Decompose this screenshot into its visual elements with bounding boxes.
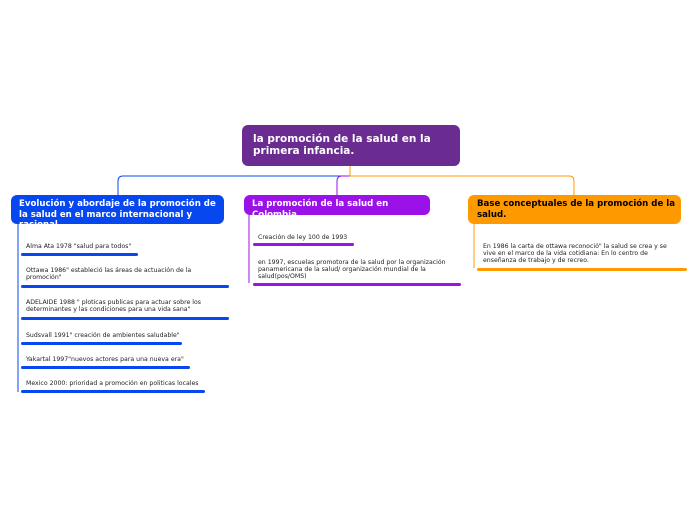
leaf-underline xyxy=(253,283,461,286)
leaf-underline xyxy=(21,285,229,288)
leaf-underline xyxy=(253,243,354,246)
root-topic-label: la promoción de la salud en la primera infancia. xyxy=(253,133,431,157)
root-topic[interactable] xyxy=(242,125,460,166)
branch-evolucion[interactable] xyxy=(11,195,224,230)
branch-colombia-label: La promoción de la salud en Colombia. xyxy=(252,199,389,220)
leaf-escuelas-promotoras[interactable]: en 1997, escuelas promotora de la salud por la organización panamericana de la salud/ organización mundial de la salud(pos/OMS) xyxy=(258,259,446,281)
branch-evolucion-label: Evolución y abordaje de la promoción de la salud en el marco internacional y racional. xyxy=(19,199,216,230)
leaf-underline xyxy=(21,253,138,256)
branch-colombia[interactable] xyxy=(244,195,430,220)
leaf-underline xyxy=(477,268,687,271)
leaf-ley-100[interactable]: Creación de ley 100 de 1993 xyxy=(258,234,348,241)
leaf-underline xyxy=(21,342,182,345)
leaf-underline xyxy=(21,366,190,369)
leaf-underline xyxy=(21,317,229,320)
branch-base-conceptual[interactable] xyxy=(468,195,681,224)
leaf-ottawa[interactable]: Ottawa 1986" estableció las áreas de actuación de la promoción" xyxy=(26,267,192,282)
leaf-underline xyxy=(21,390,205,393)
leaf-alma-ata[interactable]: Alma Ata 1978 "salud para todos" xyxy=(26,243,132,250)
leaf-adelaide[interactable]: ADELAIDE 1988 " ploticas publicas para actuar sobre los determinantes y las condiciones para una vida sana" xyxy=(26,299,201,314)
leaf-mexico[interactable]: Mexico 2000: prioridad a promoción en politicas locales xyxy=(26,380,199,387)
connector-root-to-branch-1 xyxy=(118,166,350,195)
leaf-carta-ottawa[interactable]: En 1986 la carta de ottawa reconoció" la salud se crea y se vive en el marco de la vida cotidiana: En lo centro de enseñanza de trabajo y de recreo. xyxy=(483,243,667,265)
connector-root-to-branch-2 xyxy=(337,166,350,195)
leaf-yakartal[interactable]: Yakartal 1997"nuevos actores para una nueva era" xyxy=(26,356,184,363)
branch-base-conceptual-label: Base conceptuales de la promoción de la salud. xyxy=(477,199,676,220)
connector-root-to-branch-3 xyxy=(350,166,574,195)
leaf-sudsvall[interactable]: Sudsvall 1991" creación de ambientes saludable" xyxy=(26,332,180,339)
